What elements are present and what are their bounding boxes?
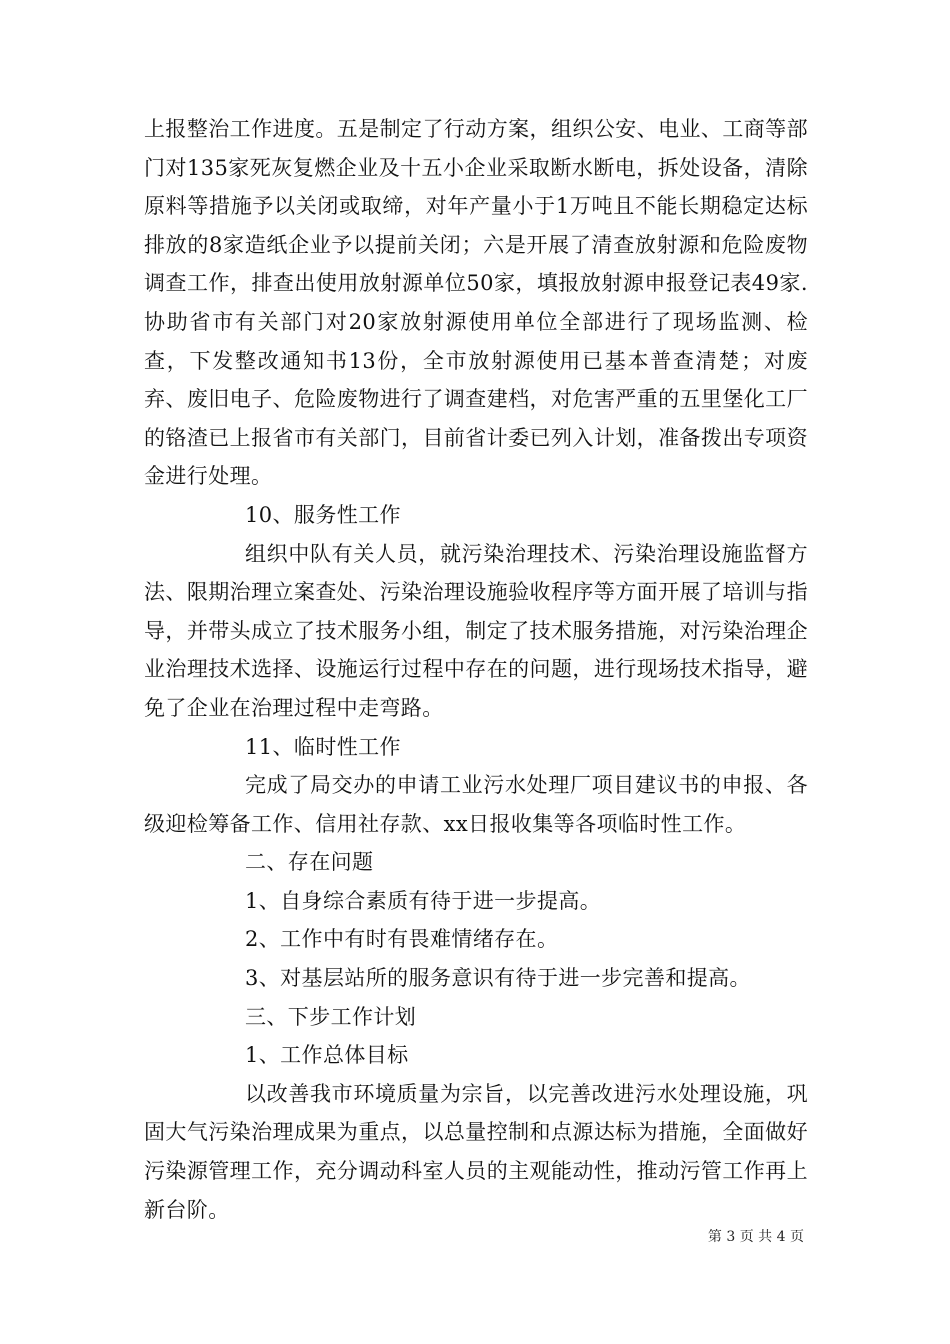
section-heading-temporary-work: 11、临时性工作 [245,734,401,759]
section-heading-problems: 二、存在问题 [245,850,374,875]
list-item-problem-1: 1、自身综合素质有待于进一步提高。 [245,888,602,913]
paragraph-continuation: 上报整治工作进度。五是制定了行动方案，组织公安、电业、工商等部门对135家死灰复燃企业及十五小企业采取断水断电，拆处设备，清除原料等措施予以关闭或取缔，对年产量小于1万吨且不能长期稳定达标排放的8家造纸企业予以提前关闭；六是开展了清查放射源和危险废物调查工作，排查出使用放射源单位50家，填报放射源申报登记表49家.协助省市有关部门对20家放射源使用单位全部进行了现场监测、检查，下发整改通知书13份，全市放射源使用已基本普查清楚；对废弃、废旧电子、危险废物进行了调查建档，对危害严重的五里堡化工厂的铬渣已上报省市有关部门，目前省计委已列入计划，准备拨出专项资金进行处理。 [144,117,808,489]
document-body [144,110,808,1229]
list-item-problem-3: 3、对基层站所的服务意识有待于进一步完善和提高。 [245,966,751,991]
subsection-heading-overall-goal: 1、工作总体目标 [245,1043,409,1068]
paragraph-overall-goal: 以改善我市环境质量为宗旨，以完善改进污水处理设施，巩固大气污染治理成果为重点，以总量控制和点源达标为措施，全面做好污染源管理工作，充分调动科室人员的主观能动性，推动污管工作再上新台阶。 [144,1081,808,1222]
paragraph-temporary-work: 完成了局交办的申请工业污水处理厂项目建议书的申报、各级迎检筹备工作、信用社存款、xx日报收集等各项临时性工作。 [144,773,808,836]
paragraph-service-work: 组织中队有关人员，就污染治理技术、污染治理设施监督方法、限期治理立案查处、污染治理设施验收程序等方面开展了培训与指导，并带头成立了技术服务小组，制定了技术服务措施，对污染治理企业治理技术选择、设施运行过程中存在的问题，进行现场技术指导，避免了企业在治理过程中走弯路。 [144,541,808,720]
section-heading-next-plan: 三、下步工作计划 [245,1004,417,1029]
page-number: 第 3 页 共 4 页 [707,1229,804,1245]
section-heading-service-work: 10、服务性工作 [245,502,401,527]
list-item-problem-2: 2、工作中有时有畏难情绪存在。 [245,927,559,952]
